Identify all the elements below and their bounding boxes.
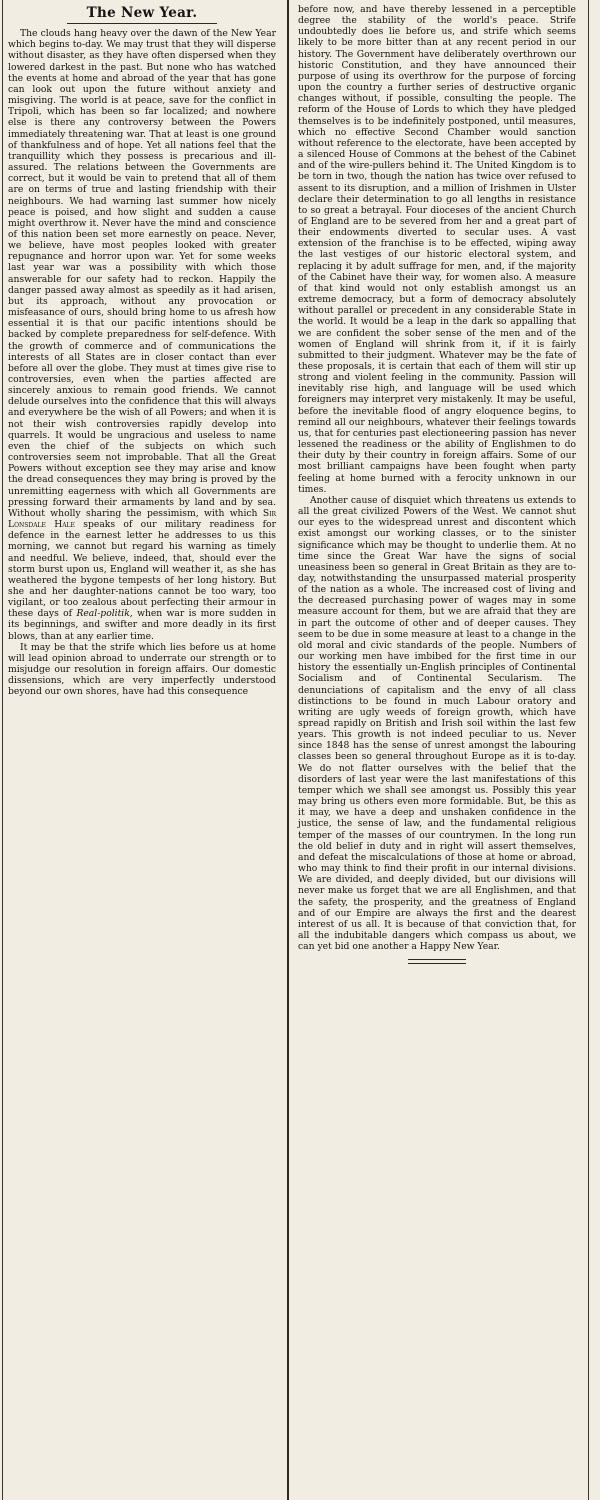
article-paragraph: Another cause of disquiet which threatens us extends to all the great civilized Powers of the West. We cannot shut our eyes to the widespread unrest and discontent which exist amongst our working classes, or to the sinister significance which may be thought to underlie them. At no time since the Great War have the signs of social uneasiness been so general in Great Britain as they are to-day, notwithstanding the unsurpassed material prosperity of the nation as a whole. The increased cost of living and the decreased purchasing power of wages may in some measure account for them, but we are afraid that they are in part the outcome of other and of deeper causes. They seem to be due in some measure at least to a change in the old moral and civic standards of the people. Numbers of our working men have imbibed for the first time in our history the essentially un-English principles of Continental Socialism and of Continental Secularism. The denunciations of capitalism and the envy of all class distinctions to be found in much Labour oratory and writing are ugly weeds of foreign growth, which have spread rapidly on British and Irish soil within the last few years. This growth is not indeed peculiar to us. Never since 1848 has the sense of unrest amongst the labouring classes been so general throughout Europe as it is to-day. We do not flatter ourselves with the belief that the disorders of last year were the last manifestations of this temper which we shall see amongst us. Possibly this year may bring us others even more formidable. But, be this as it may, we have a deep and unshaken confidence in the justice, the sense of law, and the fundamental religious temper of the masses of our countrymen. In the long run the old belief in duty and in right will assert themselves, and defeat the miscalculations of those at home or abroad, who may think to find their profit in our internal divisions. We are divided, and deeply divided, but our divisions will never make us forget that we are all Englishmen, and that the safety, the prosperity, and the greatness of England and of our Empire are always the first and the dearest interest of us all. It is because of that conviction that, for all the indubitable dangers which compass us about, we can yet bid one another a Happy New Year. <box>298 494 576 953</box>
article-title: The New Year. <box>86 5 198 21</box>
article-paragraph <box>8 28 276 642</box>
italic-term: Real-politik, <box>76 608 133 620</box>
paragraph-text: speaks of our military readiness for defence in the earnest letter he addresses to us this morning, we cannot but regard his warning as timely and needful. We believe, indeed, that, should ever the storm burst upon us, England will weather it, as she has weathered the bygone tempests of her long history. But she and her daughter-nations cannot be too wary, too vigilant, or too zealous about perfecting their armour in these days of <box>8 519 277 620</box>
title-underline <box>67 23 217 24</box>
left-column-rule <box>2 0 3 1500</box>
article-paragraph: It may be that the strife which lies before us at home will lead opinion abroad to underrate our strength or to misjudge our resolution in foreign affairs. Our domestic dissensions, which are very imperfectly understood beyond our own shores, have had this consequence <box>8 641 276 698</box>
paragraph-text: when war is more sudden in its beginnings, and swifter and more deadly in its first blows, than at any earlier time. <box>8 608 276 642</box>
paragraph-text: The clouds hang heavy over the dawn of the New Year which begins to-day. We may trust that they will disperse without disaster, as they have often dispersed when they lowered darkest in the past. But none who has watched the events at home and abroad of the year that has gone can look out upon the future without anxiety and misgiving. The world is at peace, save for the conflict in Tripoli, which has been so far localized; and nowhere else is there any controversy between the Powers immediately threatening war. That at least is one ground of thankfulness and of hope. Yet all nations feel that the tranquillity which they possess is precarious and ill-assured. The relations between the Governments are correct, but it would be vain to pretend that all of them are on terms of true and lasting friendship with their neighbours. We had warning last summer how nicely peace is poised, and how slight and sudden a cause might overthrow it. Never have the mind and conscience of this nation been set more earnestly on peace. Never, we believe, have most peoples looked with greater repugnance and horror upon war. Yet for some weeks last year war was a possibility with which those answerable for our safety had to reckon. Happily the danger passed away almost as speedily as it had arisen, but its approach, without any provocation or misfeasance of ours, should bring home to us afresh how essential it is that our pacific intentions should be backed by complete preparedness for self-defence. With the growth of commerce and of communications the interests of all States are in closer contact than ever before all over the globe. They must at times give rise to controversies, even when the parties affected are sincerely anxious to remain good friends. We cannot delude ourselves into the confidence that this will always and everywhere be the wish of all Powers; and when it is not their wish controversies rapidly develop into quarrels. It would be ungracious and useless to name even the chief of the subjects on which such controversies seem not improbable. That all the Great Powers without exception see they may arise and know the dread consequences they may bring is proved by the unremitting eagerness with which all Governments are pressing forward their armaments by land and by sea. Without wholly sharing the pessimism, with which <box>8 28 276 519</box>
article-column-left <box>8 4 276 698</box>
column-divider-rule <box>287 0 289 1500</box>
article-end-rule <box>408 959 466 964</box>
right-column-rule <box>588 0 589 1500</box>
article-paragraph: before now, and have thereby lessened in a perceptible degree the stability of the world's peace. Strife undoubtedly does lie before us, and strife which seems likely to be more bitter than at any recent period in our history. The Government have deliberately overthrown our historic Constitution, and they have announced their purpose of using its overthrow for the purpose of forcing upon the country a further series of destructive organic changes without, if possible, consulting the people. The reform of the House of Lords to which they have pledged themselves is to be indefinitely postponed, until measures, which no effective Second Chamber would sanction without reference to the electorate, have been accepted by a silenced House of Commons at the behest of the Cabinet and of the wire-pullers behind it. The United Kingdom is to be torn in two, though the nation has twice over refused to assent to its disruption, and a million of Irishmen in Ulster declare their determination to go all lengths in resistance to so great a betrayal. Four dioceses of the ancient Church of England are to be severed from her and a great part of their endowments diverted to secular uses. A vast extension of the franchise is to be effected, wiping away the last vestiges of our historic electoral system, and replacing it by adult suffrage for men, and, if the majority of the Cabinet have their way, for women also. A measure of that kind would not only establish amongst us an extreme democracy, but a form of democracy absolutely without parallel or precedent in any considerable State in the world. It would be a leap in the dark so appalling that we are confident the sober sense of the men and of the women of England will shrink from it, if it is fairly submitted to their judgment. Whatever may be the fate of these proposals, it is certain that each of them will stir up strong and violent feeling in the community. Passion will inevitably rise high, and language will be used which foreigners may interpret very mistakenly. It may be useful, before the inevitable flood of angry eloquence begins, to remind all our neighbours, whatever their feelings towards us, that for centuries past electioneering passion has never lessened the readiness or the ability of Englishmen to do their duty by their country in foreign affairs. Some of our most brilliant campaigns have been fought when party feeling at home burned with a ferocity unknown in our times. <box>298 4 576 495</box>
person-name: Sir Lonsdale Hale <box>8 507 276 531</box>
article-column-right <box>298 4 576 964</box>
